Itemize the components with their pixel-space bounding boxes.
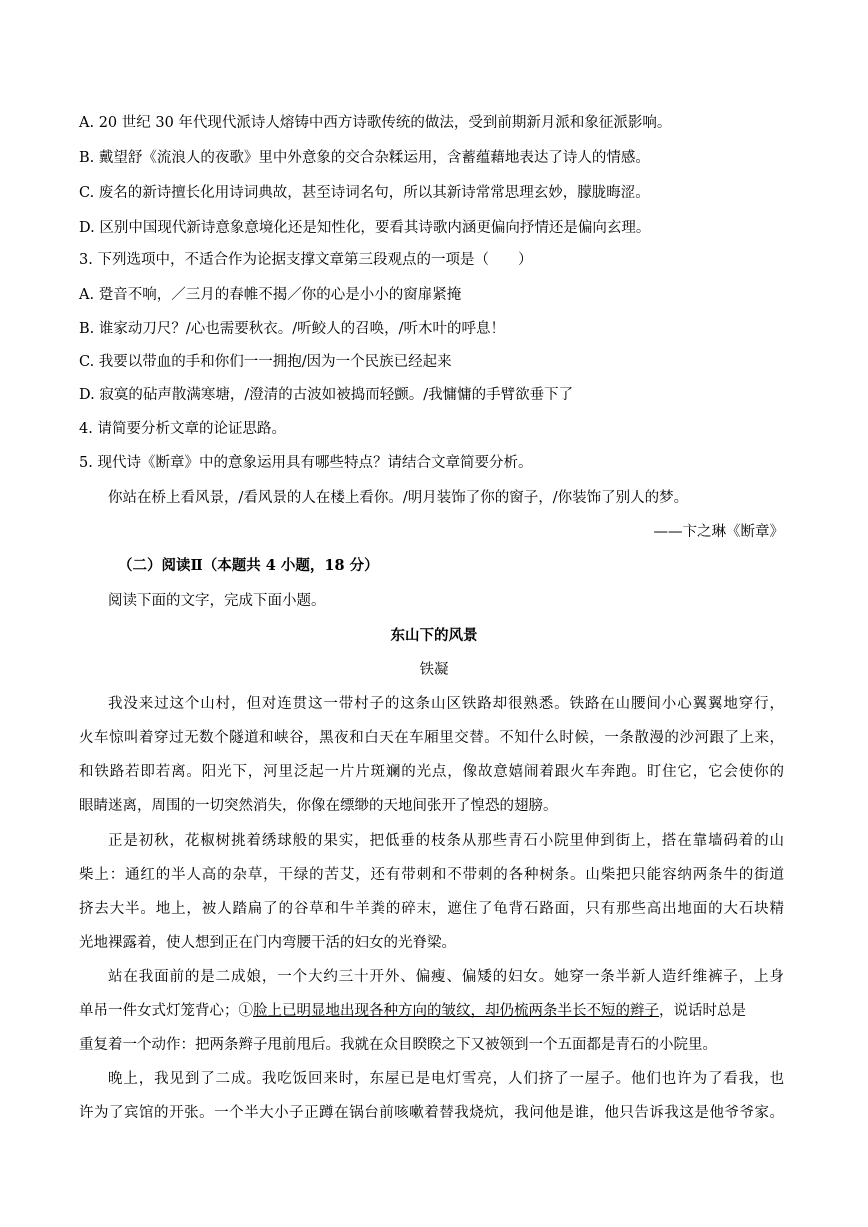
article-line: 许为了宾馆的开张。一个半大小子正蹲在锅台前咳嗽着替我烧炕，我问他是谁，他只告诉我这是他爷爷家。 [79,1105,784,1121]
article-line: 光地裸露着，使人想到正在门内弯腰干活的妇女的光脊梁。 [79,935,456,951]
article-line: 和铁路若即若离。阳光下，河里泛起一片片斑斓的光点，像故意嬉闹着跟火车奔跑。盯住它，它会使你的 [79,764,784,780]
article-line: 柴上：通红的半人高的杂草，干绿的苦艾，还有带刺和不带刺的各种树条。山柴把只能容纳两条牛的街道 [79,867,784,883]
article-line: 正是初秋，花椒树挑着绣球般的果实，把低垂的枝条从那些青石小院里伸到街上，搭在靠墙码着的山 [108,833,784,849]
article-line: 晚上，我见到了二成。我吃饭回来时，东屋已是电灯雪亮，人们挤了一屋子。他们也许为了看我，也 [108,1071,784,1087]
poem-source: ——卞之琳《断章》 [653,524,784,540]
article-line: 站在我面前的是二成娘，一个大约三十开外、偏瘦、偏矮的妇女。她穿一条半新人造纤维裤子，上身 [108,969,784,985]
reading-instruction: 阅读下面的文字，完成下面小题。 [108,593,326,609]
section-heading: （二）阅读Ⅱ（本题共 4 小题，18 分） [118,557,379,574]
article-line-start: 单吊一件女式灯笼背心； [79,1003,239,1019]
article-author: 铁凝 [419,662,449,678]
question-3-stem: 3. 下列选项中，不适合作为论据支撑文章第三段观点的一项是（ ） [79,252,533,268]
option-3a: A. 跫音不响，／三月的春帷不揭／你的心是小小的窗扉紧掩 [79,287,462,303]
poem-text: 你站在桥上看风景，/看风景的人在楼上看你。/明月装饰了你的窗子，/你装饰了别人的梦。 [108,490,689,506]
circled-number-marker: ① [238,1003,253,1019]
option-2b: B. 戴望舒《流浪人的夜歌》里中外意象的交合杂糅运用，含蓄蕴藉地表达了诗人的情感。 [79,150,650,166]
option-3b: B. 谁家动刀尺？/心也需要秋衣。/听鲛人的召唤，/听木叶的呼息！ [79,321,506,337]
option-2a: A. 20 世纪 30 年代现代派诗人熔铸中西方诗歌传统的做法，受到前期新月派和象征派影响。 [79,115,672,131]
option-3c: C. 我要以带血的手和你们一一拥抱/因为一个民族已经起来 [79,354,452,370]
article-line: 挤去大半。地上，被人踏扁了的谷草和牛羊粪的碎末，遮住了龟背石路面，只有那些高出地面的大石块精 [79,901,784,917]
article-line-marked [79,1001,784,1021]
option-2d: D. 区别中国现代新诗意象意境化还是知性化，要看其诗歌内涵更偏向抒情还是偏向玄理。 [79,220,651,236]
article-line: 我没来过这个山村，但对连贯这一带村子的这条山区铁路却很熟悉。铁路在山腰间小心翼翼地穿行， [108,696,784,712]
article-line: 重复着一个动作：把两条辫子甩前甩后。我就在众目睽睽之下又被领到一个五面都是青石的小院里。 [79,1037,717,1053]
option-3d: D. 寂寞的砧声散满寒塘，/澄清的古波如被捣而轻颤。/我慵慵的手臂欲垂下了 [79,387,574,403]
article-line: 眼睛迷离，周围的一切突然消失，你像在缥缈的天地间张开了惶恐的翅膀。 [79,798,558,814]
question-4: 4. 请简要分析文章的论证思路。 [79,421,286,437]
article-line-end: ，说话时总是 [659,1003,746,1019]
underlined-sentence: 脸上已明显地出现各种方向的皱纹，却仍梳两条半长不短的辫子 [253,1003,659,1019]
article-line: 火车惊叫着穿过无数个隧道和峡谷，黑夜和白天在车厢里交替。不知什么时候，一条散漫的沙河跟了上来， [79,730,784,746]
question-5: 5. 现代诗《断章》中的意象运用具有哪些特点？请结合文章简要分析。 [79,455,533,471]
article-title: 东山下的风景 [390,627,478,644]
option-2c: C. 废名的新诗擅长化用诗词典故，甚至诗词名句，所以其新诗常常思理玄妙，朦胧晦涩。 [79,185,650,201]
